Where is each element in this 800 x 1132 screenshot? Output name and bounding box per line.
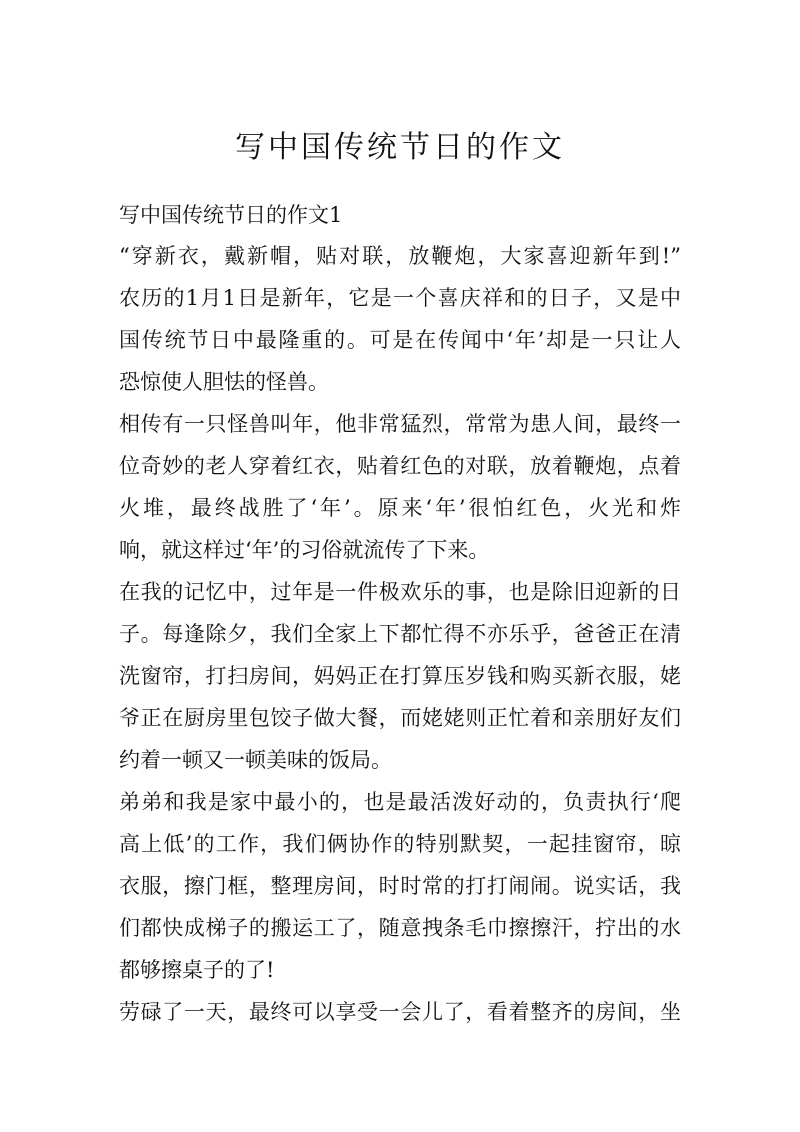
paragraph-line: 高上低’的工作，我们俩协作的特别默契，一起挂窗帘，晾 (119, 832, 681, 856)
paragraph-line: 衣服，擦门框，整理房间，时时常的打打闹闹。说实话，我 (119, 874, 681, 898)
paragraph-line: 响，就这样过‘年’的习俗就流传了下来。 (119, 538, 490, 562)
paragraph-line: 火堆，最终战胜了‘年’。原来‘年’很怕红色，火光和炸 (119, 496, 681, 520)
paragraph-line: “穿新衣，戴新帽，贴对联，放鞭炮，大家喜迎新年到!” (119, 244, 681, 268)
paragraph-line: 位奇妙的老人穿着红衣，贴着红色的对联，放着鞭炮，点着 (119, 454, 681, 478)
paragraph-line: 相传有一只怪兽叫年，他非常猛烈，常常为患人间，最终一 (119, 412, 681, 436)
paragraph-line: 都够擦桌子的了! (119, 958, 275, 982)
paragraph-line: 劳碌了一天，最终可以享受一会儿了，看着整齐的房间，坐 (119, 1000, 681, 1024)
paragraph-line: 约着一顿又一顿美味的饭局。 (119, 748, 392, 772)
paragraph-line: 子。每逢除夕，我们全家上下都忙得不亦乐乎，爸爸正在清 (119, 622, 681, 646)
essay-subtitle: 写中国传统节日的作文1 (119, 203, 343, 227)
paragraph-line: 国传统节日中最隆重的。可是在传闻中‘年’却是一只让人 (119, 328, 681, 352)
paragraph-line: 农历的1月1日是新年，它是一个喜庆祥和的日子，又是中 (119, 286, 681, 310)
paragraph-line: 们都快成梯子的搬运工了，随意拽条毛巾擦擦汗，拧出的水 (119, 916, 681, 940)
paragraph-line: 洗窗帘，打扫房间，妈妈正在打算压岁钱和购买新衣服，姥 (119, 664, 681, 688)
document-title: 写中国传统节日的作文 (235, 130, 565, 165)
paragraph-line: 在我的记忆中，过年是一件极欢乐的事，也是除旧迎新的日 (119, 580, 681, 604)
paragraph-line: 爷正在厨房里包饺子做大餐，而姥姥则正忙着和亲朋好友们 (119, 706, 681, 730)
paragraph-line: 弟弟和我是家中最小的，也是最活泼好动的，负责执行‘爬 (119, 790, 681, 814)
paragraph-line: 恐惊使人胆怯的怪兽。 (119, 370, 329, 394)
